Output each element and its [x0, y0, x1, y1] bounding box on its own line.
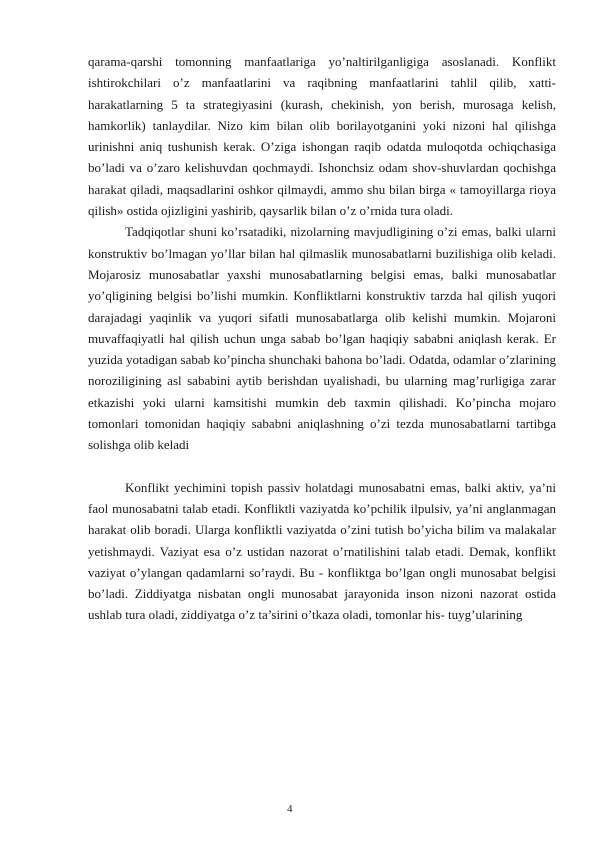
paragraph-1: qarama-qarshi tomonning manfaatlariga yo’naltirilganligiga asoslanadi. Konflikt ishtirokchilari o’z manfaatlarini va raqibning manfaatlarini tahlil qilib, xatti-harakatlarning 5 ta strategiyasini (kurash, chekinish, yon berish, murosaga kelish, hamkorlik) tanlaydilar. Nizo kim bilan olib borilayotganini yoki nizoni hal qilishga urinishni aniq tushunish kerak. O’ziga ishongan raqib odatda muloqotda ochiqchasiga bo’ladi va o’zaro kelishuvdan qochmaydi. Ishonchsiz odam shov-shuvlardan qochishga harakat qiladi, maqsadlarini oshkor qilmaydi, ammo shu bilan birga « tamoyillarga rioya qilish» ostida ojizligini yashirib, qaysarlik bilan o’z o’rnida tura oladi. [88, 54, 556, 219]
paragraph-spacer [88, 456, 556, 477]
paragraph-2: Tadqiqotlar shuni ko’rsatadiki, nizolarning mavjudligining o’zi emas, balki ularni konstruktiv bo’lmagan yo’llar bilan hal qilmaslik munosabatlarni buzilishiga olib keladi. Mojarosiz munosabatlar yaxshi munosabatlarning belgisi emas, balki munosabatlar yo’qligining belgisi bo’lishi mumkin. Konfliktlarni konstruktiv tarzda hal qilish yuqori darajadagi yaqinlik va yuqori sifatli munosabatlarga olib kelishi mumkin. Mojaroni muvaffaqiyatli hal qilish uchun unga sabab bo’lgan haqiqiy sababni aniqlash kerak. Er yuzida yotadigan sabab ko’pincha shunchaki bahona bo’ladi. Odatda, odamlar o’zlarining noroziligining asl sababini aytib berishdan uyalishadi, bu ularning mag’rurligiga zarar etkazishi yoki ularni kamsitishi mumkin deb taxmin qilishadi. Ko’pincha mojaro tomonlari tomonidan haqiqiy sababni aniqlashning o’zi tezda munosabatlarni tartibga solishga olib keladi [88, 224, 556, 453]
document-body [88, 51, 556, 626]
paragraph-3: Konflikt yechimini topish passiv holatdagi munosabatni emas, balki aktiv, ya’ni faol munosabatni talab etadi. Konfliktli vaziyatda ko’pchilik ilpulsiv, ya’ni anglanmagan harakat olib boradi. Ularga konfliktli vaziyatda o’zini tutish bo’yicha bilim va malakalar yetishmaydi. Vaziyat esa o’z ustidan nazorat o’rnatilishini talab etadi. Demak, konflikt vaziyat o’ylangan qadamlarni so’raydi. Bu - konfliktga bo’lgan ongli munosabat belgisi bo’ladi. Ziddiyatga nisbatan ongli munosabat jarayonida inson nizoni nazorat ostida ushlab tura oladi, ziddiyatga o’z ta’sirini o’tkaza oladi, tomonlar his- tuyg’ularining [88, 479, 556, 623]
page-number: 4 [287, 803, 293, 815]
